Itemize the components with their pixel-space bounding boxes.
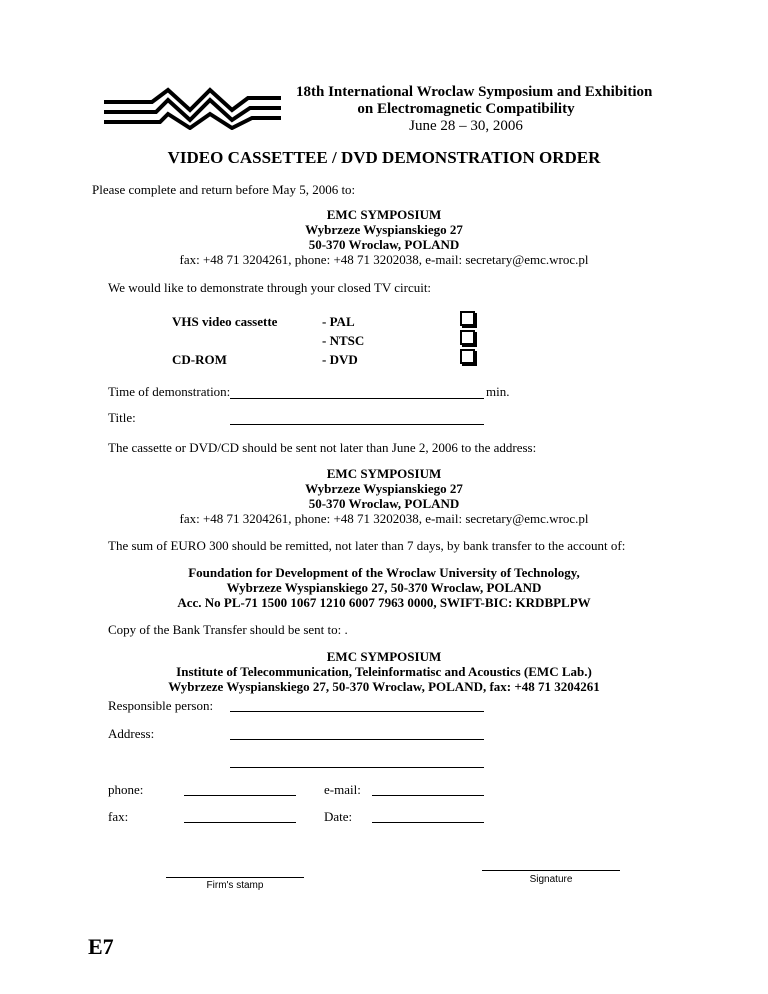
address3-line3: Wybrzeze Wyspianskiego 27, 50-370 Wroclaw, POLAND, fax: +48 71 3204261 (168, 679, 600, 694)
pal-label: - PAL (322, 314, 355, 329)
address2-street: Wybrzeze Wyspianskiego 27 (305, 481, 463, 496)
address2-contact: fax: +48 71 3204261, phone: +48 71 3202038, e-mail: secretary@emc.wroc.pl (179, 511, 589, 526)
responsible-label: Responsible person: (108, 698, 214, 713)
phone-field[interactable] (184, 795, 296, 796)
address1-city: 50-370 Wroclaw, POLAND (308, 237, 460, 252)
address-field-1[interactable] (230, 739, 484, 740)
fax-field[interactable] (184, 822, 296, 823)
time-field[interactable] (230, 398, 484, 399)
phone-label: phone: (108, 782, 144, 797)
stamp-label: Firm's stamp (206, 880, 264, 891)
date-label: Date: (324, 809, 353, 824)
cdrom-label: CD-ROM (172, 352, 227, 367)
signature-label: Signature (529, 874, 573, 885)
title-label: Title: (108, 410, 136, 425)
address1-contact: fax: +48 71 3204261, phone: +48 71 3202038, e-mail: secretary@emc.wroc.pl (179, 252, 589, 267)
address-field-2[interactable] (230, 767, 484, 768)
symposium-title-line2: on Electromagnetic Compatibility (357, 101, 575, 117)
address2-city: 50-370 Wroclaw, POLAND (308, 496, 460, 511)
email-field[interactable] (372, 795, 484, 796)
form-title: VIDEO CASSETTEE / DVD DEMONSTRATION ORDER (167, 148, 601, 167)
bank-line3: Acc. No PL-71 1500 1067 1210 6007 7963 0000, SWIFT-BIC: KRDBPLPW (177, 595, 591, 610)
address3-name: EMC SYMPOSIUM (326, 649, 442, 664)
dvd-checkbox[interactable] (460, 349, 475, 364)
pal-checkbox[interactable] (460, 311, 475, 326)
time-label: Time of demonstration: (108, 384, 231, 399)
title-field[interactable] (230, 424, 484, 425)
sum-text: The sum of EURO 300 should be remitted, not later than 7 days, by bank transfer to the account of: (108, 538, 626, 553)
dvd-label: - DVD (322, 352, 358, 367)
responsible-field[interactable] (230, 711, 484, 712)
stamp-line[interactable] (166, 877, 304, 878)
email-label: e-mail: (324, 782, 361, 797)
bank-line1: Foundation for Development of the Wroclaw University of Technology, (188, 565, 580, 580)
symposium-logo (100, 84, 285, 130)
address1-street: Wybrzeze Wyspianskiego 27 (305, 222, 463, 237)
ntsc-checkbox[interactable] (460, 330, 475, 345)
intro-text: Please complete and return before May 5, 2006 to: (92, 182, 356, 197)
demonstrate-text: We would like to demonstrate through your closed TV circuit: (108, 280, 432, 295)
page-code: E7 (88, 934, 114, 959)
address1-name: EMC SYMPOSIUM (326, 207, 442, 222)
symposium-dates: June 28 – 30, 2006 (409, 118, 523, 134)
bank-line2: Wybrzeze Wyspianskiego 27, 50-370 Wroclaw, POLAND (226, 580, 542, 595)
address3-line2: Institute of Telecommunication, Teleinformatisc and Acoustics (EMC Lab.) (176, 664, 592, 679)
symposium-title-line1: 18th International Wroclaw Symposium and Exhibition (296, 84, 653, 100)
time-unit: min. (486, 384, 510, 399)
fax-label: fax: (108, 809, 129, 824)
date-field[interactable] (372, 822, 484, 823)
vhs-label: VHS video cassette (172, 314, 278, 329)
address-label: Address: (108, 726, 155, 741)
copy-text: Copy of the Bank Transfer should be sent to: . (108, 622, 348, 637)
signature-line[interactable] (482, 870, 620, 871)
address2-name: EMC SYMPOSIUM (326, 466, 442, 481)
send-text: The cassette or DVD/CD should be sent not later than June 2, 2006 to the address: (108, 440, 537, 455)
ntsc-label: - NTSC (322, 333, 365, 348)
